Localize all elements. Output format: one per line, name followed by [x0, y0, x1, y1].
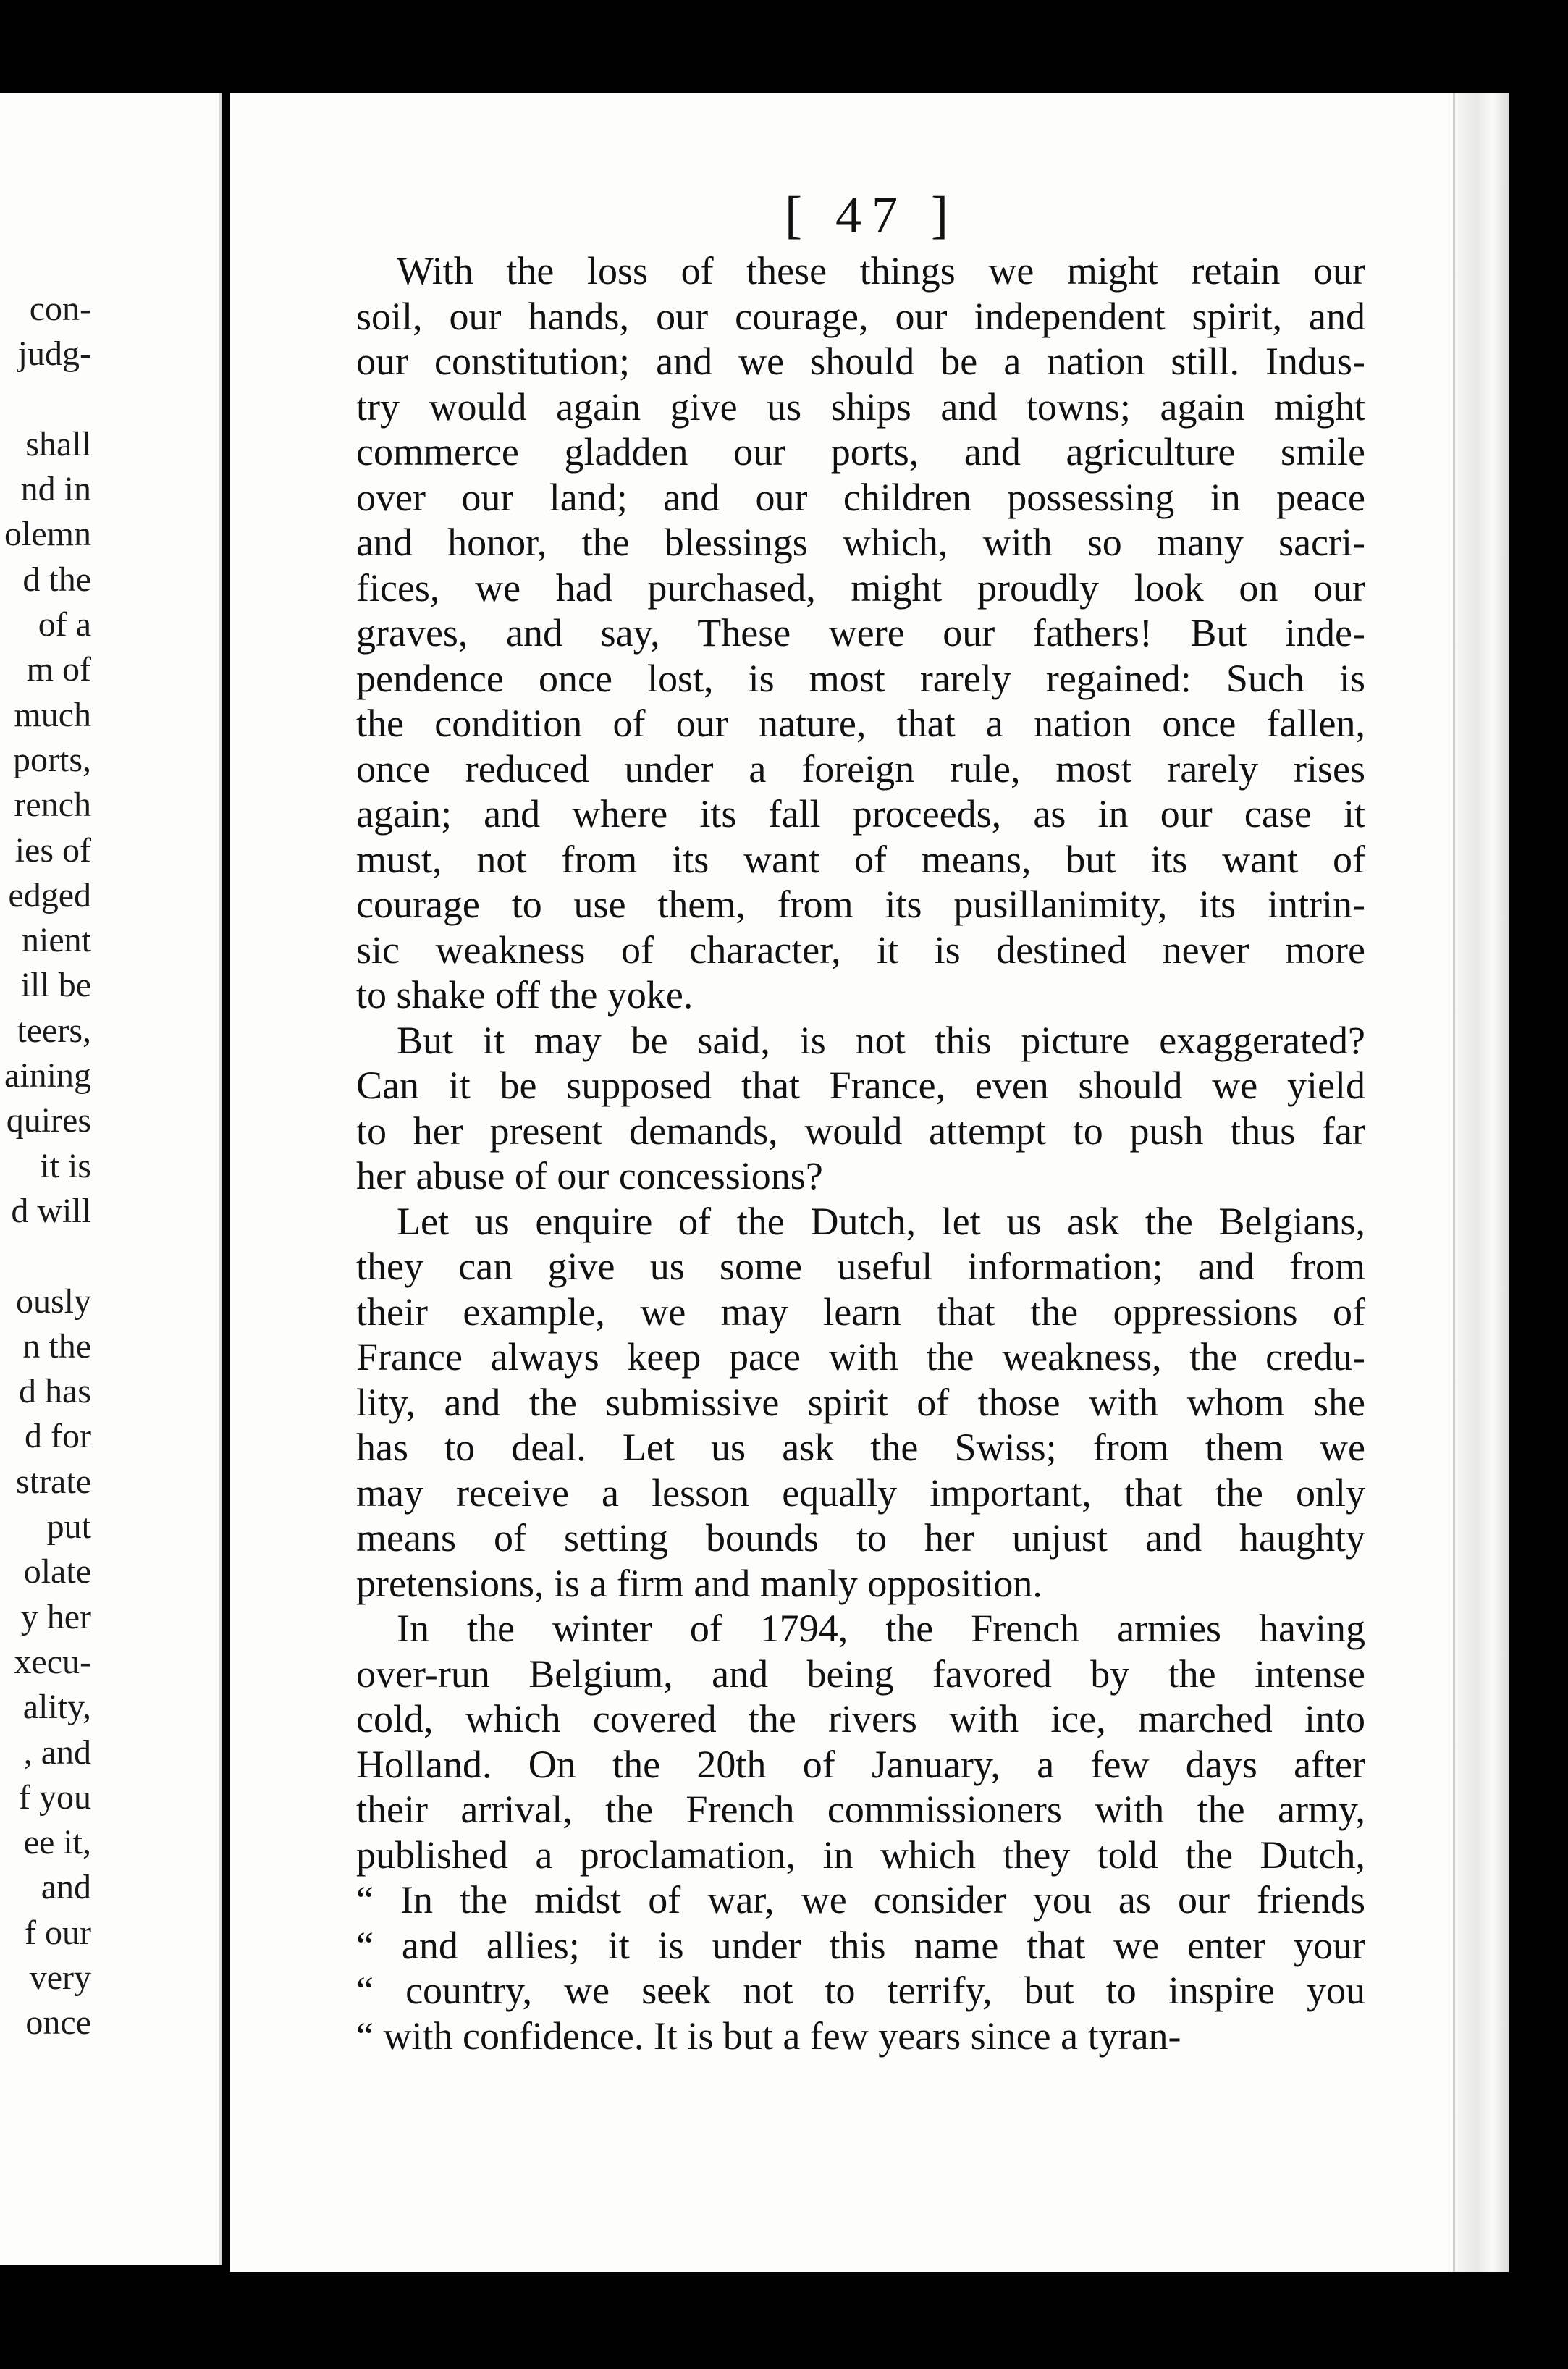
left-page-line-fragment: m of [26, 650, 91, 689]
text-line: “ country, we seek not to terrify, but to inspire you [356, 1969, 1365, 2012]
left-page-line-fragment: ies of [14, 830, 91, 870]
left-page-line-fragment: nient [22, 921, 91, 960]
left-page-line-fragment: d for [25, 1417, 91, 1456]
left-page-line-fragment: very [29, 1958, 91, 1997]
page-edge [1453, 93, 1509, 2272]
left-page-line-fragment: rench [14, 786, 91, 825]
left-page-line-fragment: edged [8, 875, 91, 914]
text-line: In the winter of 1794, the French armies having [397, 1607, 1365, 1650]
text-line: they can give us some useful information; and from [356, 1245, 1365, 1288]
left-page-line-fragment: olemn [4, 515, 91, 554]
text-line: commerce gladden our ports, and agriculture smile [356, 430, 1365, 474]
paragraph [356, 1018, 1365, 1199]
text-line: With the loss of these things we might retain our [397, 249, 1365, 293]
left-page-line-fragment: ee it, [23, 1823, 91, 1862]
text-line: must, not from its want of means, but its want of [356, 837, 1365, 881]
text-line: her abuse of our concessions? [356, 1154, 823, 1198]
text-line: courage to use them, from its pusillanimity, its intrin- [356, 883, 1365, 926]
left-page-line-fragment: once [25, 2003, 91, 2042]
text-line: “ In the midst of war, we consider you as our friends [356, 1878, 1365, 1922]
book-gutter [222, 93, 230, 2265]
left-page-line-fragment: con- [29, 290, 91, 328]
text-line: over our land; and our children possessing in peace [356, 475, 1365, 519]
left-page-line-fragment: f you [19, 1777, 91, 1817]
text-line: But it may be said, is not this picture exaggerated? [397, 1018, 1365, 1062]
left-page-line-fragment: shall [25, 424, 91, 463]
left-page-line-fragment: put [46, 1507, 91, 1547]
text-line: their arrival, the French commissioners with the army, [356, 1788, 1365, 1831]
text-line: to shake off the yoke. [356, 973, 694, 1017]
text-line: to her present demands, would attempt to push thus far [356, 1108, 1365, 1153]
left-page-line-fragment: and [41, 1868, 91, 1907]
page-number: [ 47 ] [785, 186, 958, 244]
text-line: over-run Belgium, and being favored by the intense [356, 1651, 1365, 1696]
left-page-line-fragment: olate [23, 1552, 91, 1591]
text-line: once reduced under a foreign rule, most rarely rises [356, 746, 1365, 791]
text-line: our constitution; and we should be a nation still. Indus- [356, 340, 1365, 383]
left-page-line-fragment: n the [22, 1326, 91, 1366]
paragraph [356, 1606, 1365, 2058]
left-page-line-fragment: nd in [20, 470, 91, 509]
text-line: lity, and the submissive spirit of those with whom she [356, 1380, 1365, 1424]
left-page-line-fragment: teers, [17, 1011, 91, 1050]
left-page-line-fragment: judg- [17, 334, 91, 374]
right-page [230, 93, 1509, 2272]
text-line: “ with confidence. It is but a few years since a tyran- [356, 2014, 1181, 2058]
text-line: their example, we may learn that the oppressions of [356, 1289, 1365, 1334]
text-line: cold, which covered the rivers with ice, marched into [356, 1697, 1365, 1741]
left-page-line-fragment: ports, [13, 740, 91, 779]
left-page-line-fragment: d has [19, 1372, 91, 1411]
text-line: may receive a lesson equally important, that the only [356, 1470, 1365, 1515]
text-line: try would again give us ships and towns; again might [356, 384, 1365, 429]
left-page-line-fragment: quires [6, 1101, 91, 1140]
paragraph [356, 248, 1365, 1018]
left-page-line-fragment: d the [22, 560, 91, 599]
left-page-text-column [4, 287, 91, 2046]
text-line: pendence once lost, is most rarely regained: Such is [356, 656, 1365, 700]
text-line: means of setting bounds to her unjust and haughty [356, 1516, 1365, 1560]
left-page-line-fragment: , and [23, 1733, 91, 1772]
left-page-line-fragment: d will [11, 1191, 91, 1230]
text-line: sic weakness of character, it is destined never more [356, 927, 1365, 972]
left-page-line-fragment: ill be [20, 966, 91, 1005]
text-line: has to deal. Let us ask the Swiss; from them we [356, 1426, 1365, 1469]
paragraph [356, 1199, 1365, 1607]
text-line: and honor, the blessings which, with so many sacri- [356, 521, 1365, 564]
text-line: Holland. On the 20th of January, a few days after [356, 1742, 1365, 1786]
left-page-line-fragment [4, 1234, 91, 1279]
left-page-line-fragment: of a [38, 605, 91, 644]
text-line: Let us enquire of the Dutch, let us ask the Belgians, [397, 1199, 1365, 1243]
left-page-line-fragment: ously [15, 1282, 91, 1321]
left-page-line-fragment: f our [25, 1913, 91, 1952]
left-page-line-fragment: strate [16, 1462, 91, 1501]
left-page-fragment [0, 93, 222, 2265]
left-page-line-fragment: y her [20, 1597, 91, 1636]
left-page-line-fragment: xecu- [14, 1642, 91, 1681]
text-line: “ and allies; it is under this name that we enter your [356, 1923, 1365, 1967]
left-page-line-fragment: much [14, 695, 91, 734]
text-line: published a proclamation, in which they told the Dutch, [356, 1832, 1365, 1877]
text-line: fices, we had purchased, might proudly look on our [356, 565, 1365, 610]
left-page-line-fragment: ality, [22, 1688, 91, 1727]
text-line: Can it be supposed that France, even should we yield [356, 1064, 1365, 1107]
page-body-text [356, 248, 1365, 2058]
text-line: France always keep pace with the weakness, the credu- [356, 1335, 1365, 1379]
text-line: graves, and say, These were our fathers! But inde- [356, 611, 1365, 655]
left-page-line-fragment: aining [4, 1056, 91, 1095]
text-line: again; and where its fall proceeds, as in our case it [356, 792, 1365, 836]
left-page-line-fragment: it is [40, 1146, 91, 1185]
text-line: soil, our hands, our courage, our independent spirit, and [356, 294, 1365, 338]
left-page-line-fragment [4, 377, 91, 422]
text-line: pretensions, is a firm and manly opposition. [356, 1561, 1042, 1605]
text-line: the condition of our nature, that a nation once fallen, [356, 702, 1365, 745]
